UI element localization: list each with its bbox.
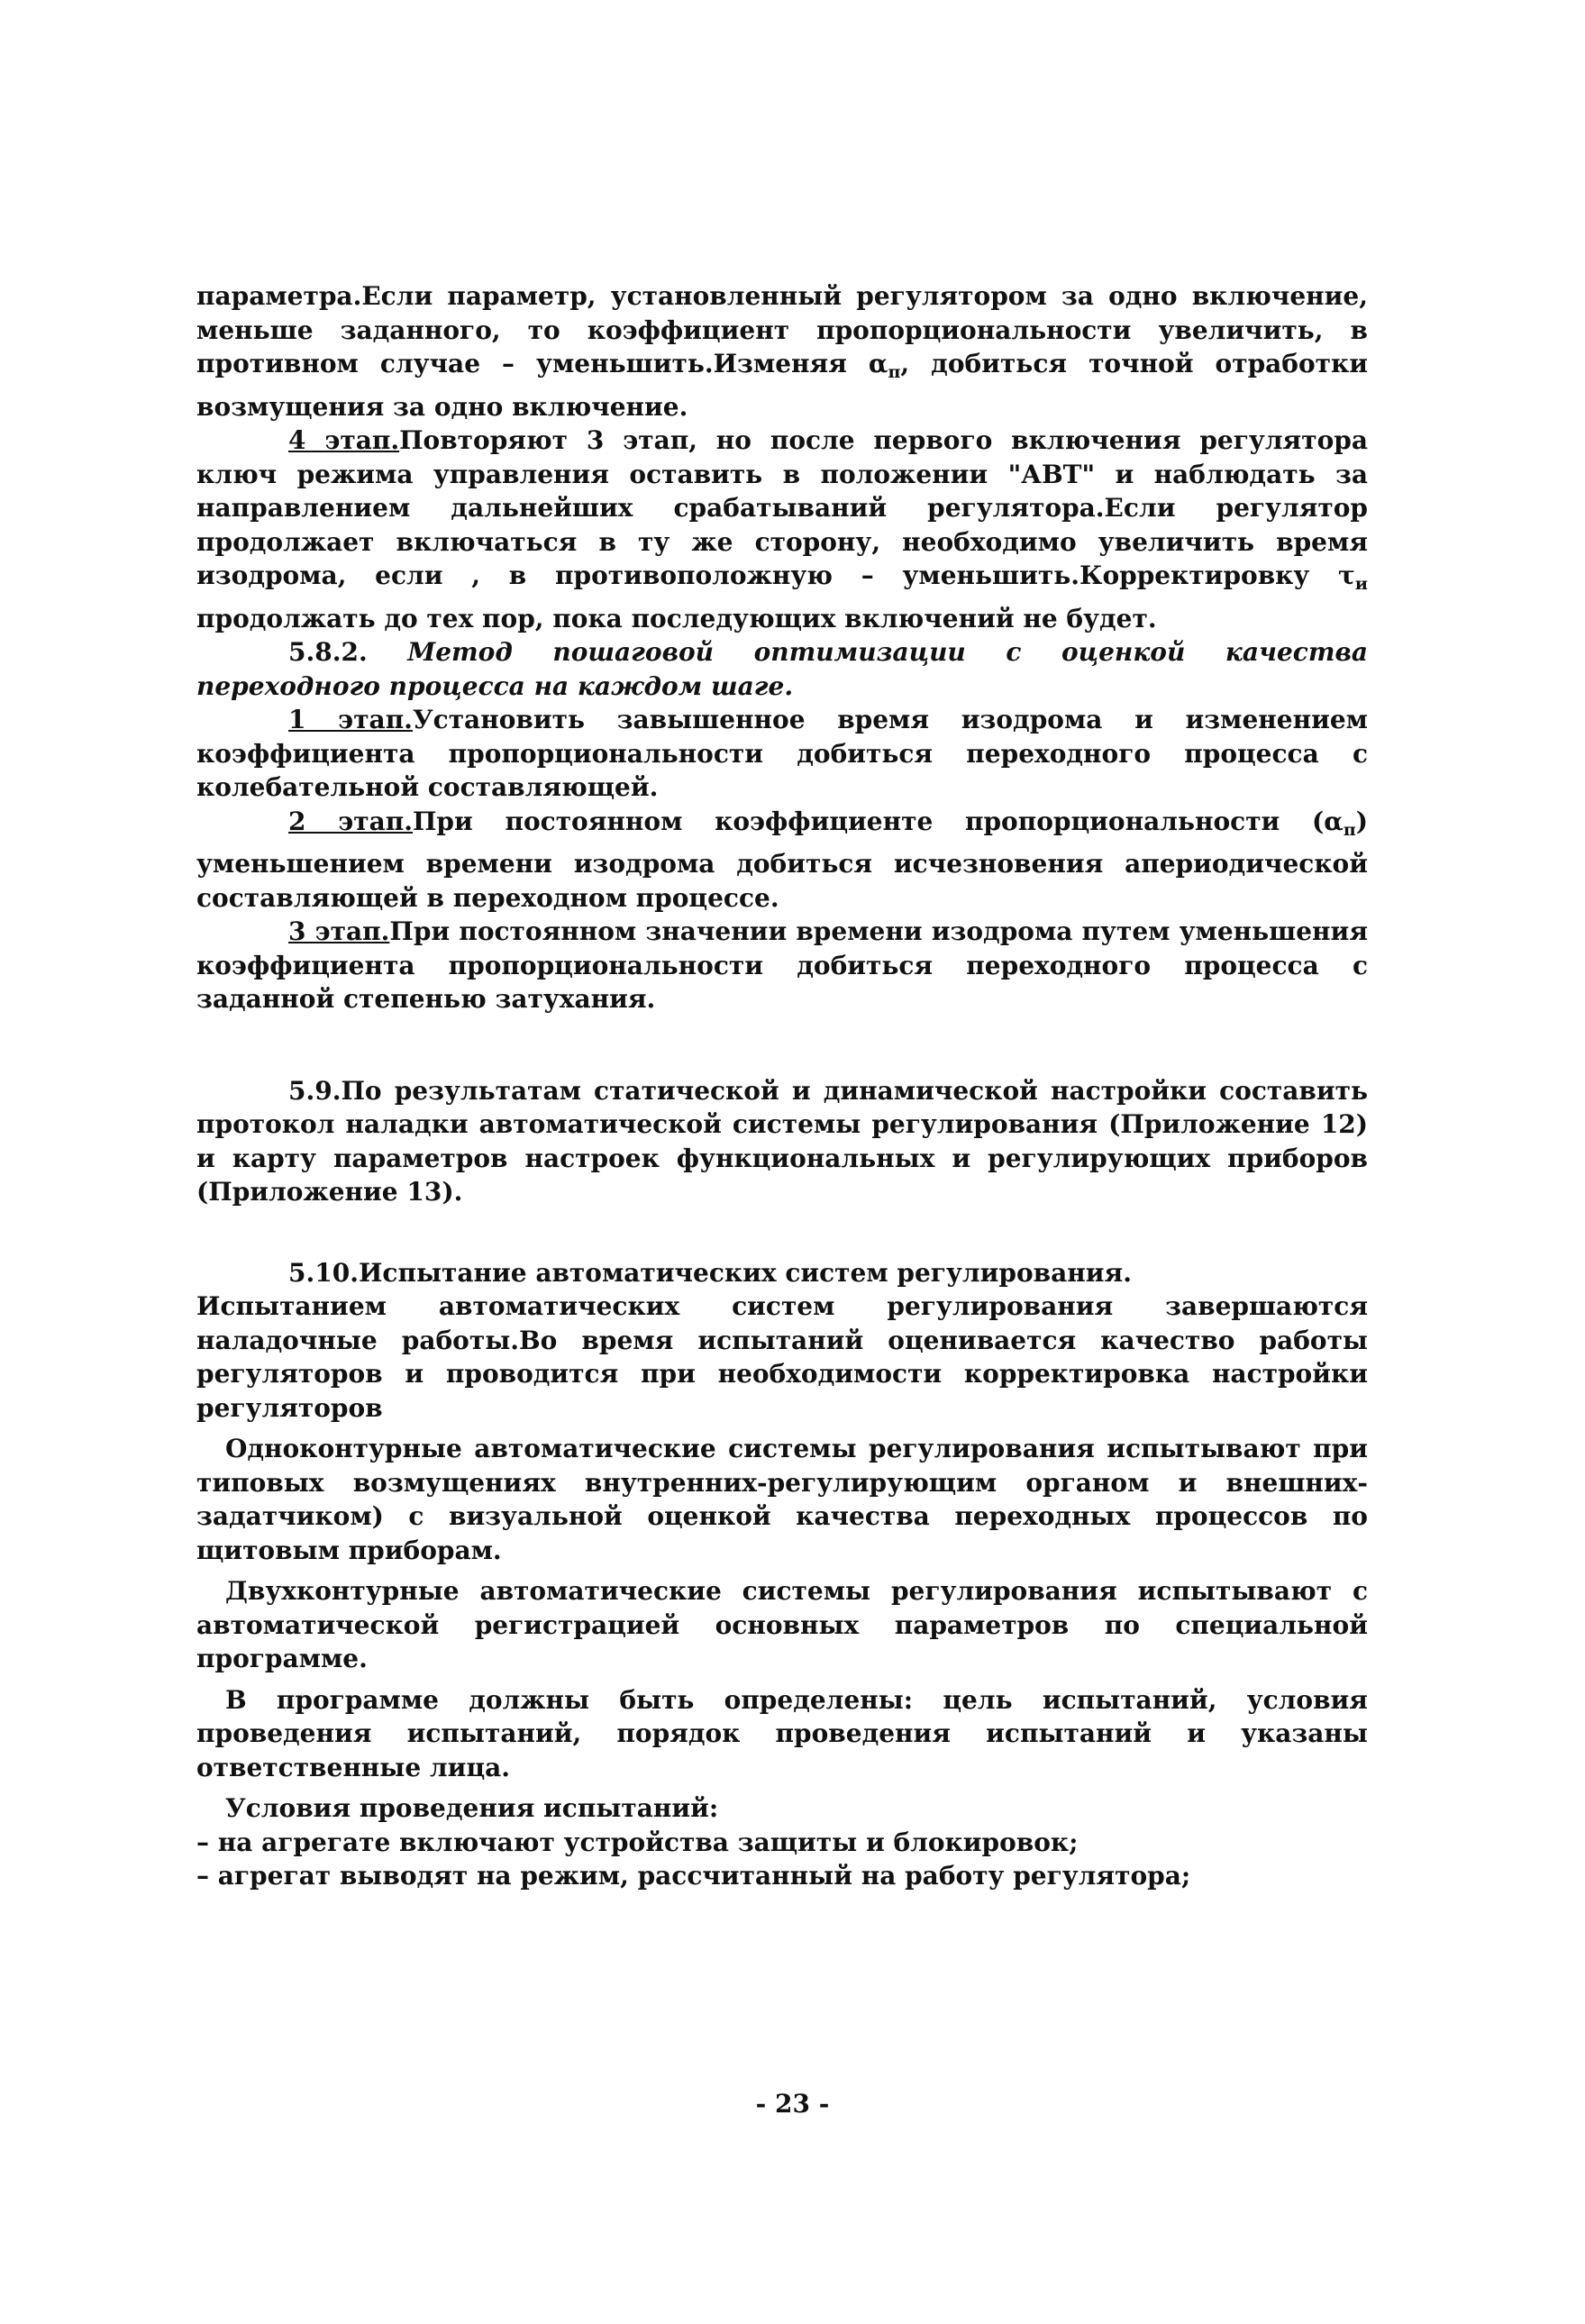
page-content — [196, 279, 1368, 1893]
paragraph-conditions: Условия проведения испытаний: — [225, 1793, 719, 1823]
paragraph-testing-intro: Испытанием автоматических систем регулирования завершаются наладочные работы.Во время испытаний оценивается качество работы регуляторов и проводится при необходимости корректировка настройки регуляторов — [196, 1291, 1368, 1423]
paragraph-double-loop: Двухконтурные автоматические системы регулирования испытывают с автоматической регистрацией основных параметров по специальной программе. — [196, 1576, 1368, 1673]
paragraph-stage-2: 2 этап.При постоянном коэффициенте пропорциональности $(\alpha_п)$ уменьшением времени изодрома добиться исчезновения апериодической составляющей в переходном процессе. — [196, 806, 1368, 913]
stage-label: 4 этап. — [288, 425, 400, 455]
section-5-8-2-heading: 5.8.2. Метод пошаговой оптимизации с оценкой качества переходного процесса на каждом шаге. — [196, 637, 1368, 701]
page-number: - 23 - — [755, 2089, 830, 2119]
paragraph-parameter-adjustment: параметра.Если параметр, установленный регулятором за одно включение, меньше заданного, то коэффициент пропорциональности увеличить, в противном случае – уменьшить.Изменяя $\alpha_п$, добиться точной отработки возмущения за одно включение. — [196, 281, 1368, 422]
stage-label: 2 этап. — [288, 806, 413, 836]
paragraph-5-9: 5.9.По результатам статической и динамической настройки составить протокол наладки автоматической системы регулирования (Приложение 12) и карту параметров настроек функциональных и регулирующих приборов (Приложение 13). — [196, 1075, 1368, 1207]
stage-label: 3 этап. — [288, 916, 390, 946]
section-5-10-heading: 5.10.Испытание автоматических систем регулирования. — [288, 1257, 1132, 1288]
paragraph-stage-1: 1 этап.Установить завышенное время изодрома и изменением коэффициента пропорциональности добиться переходного процесса с колебательной составляющей. — [196, 705, 1369, 802]
paragraph-program: В программе должны быть определены: цель испытаний, условия проведения испытаний, порядок проведения испытаний и указаны ответственные лица. — [196, 1684, 1368, 1782]
paragraph-stage-3: 3 этап.При постоянном значении времени изодрома путем уменьшения коэффициента пропорциональности добиться переходного процесса с заданной степенью затухания. — [196, 916, 1369, 1014]
paragraph-single-loop: Одноконтурные автоматические системы регулирования испытывают при типовых возмущениях внутренних-регулирующим органом и внешних-задатчиком) с визуальной оценкой качества переходных процессов по щитовым приборам. — [196, 1434, 1368, 1565]
paragraph-stage-4: 4 этап.Повторяют 3 этап, но после первого включения регулятора ключ режима управления оставить в положении "АВТ" и наблюдать за направлением дальнейших срабатываний регулятора.Если регулятор продолжает включаться в ту же сторону, необходимо увеличить время изодрома, если , в противоположную – уменьшить.Корректировку $\tau_и$ продолжать до тех пор, пока последующих включений не будет. — [196, 425, 1368, 633]
list-item: – агрегат выводят на режим, рассчитанный на работу регулятора; — [196, 1861, 1191, 1891]
stage-label: 1 этап. — [288, 705, 413, 734]
list-item: – на агрегате включают устройства защиты и блокировок; — [196, 1827, 1079, 1857]
